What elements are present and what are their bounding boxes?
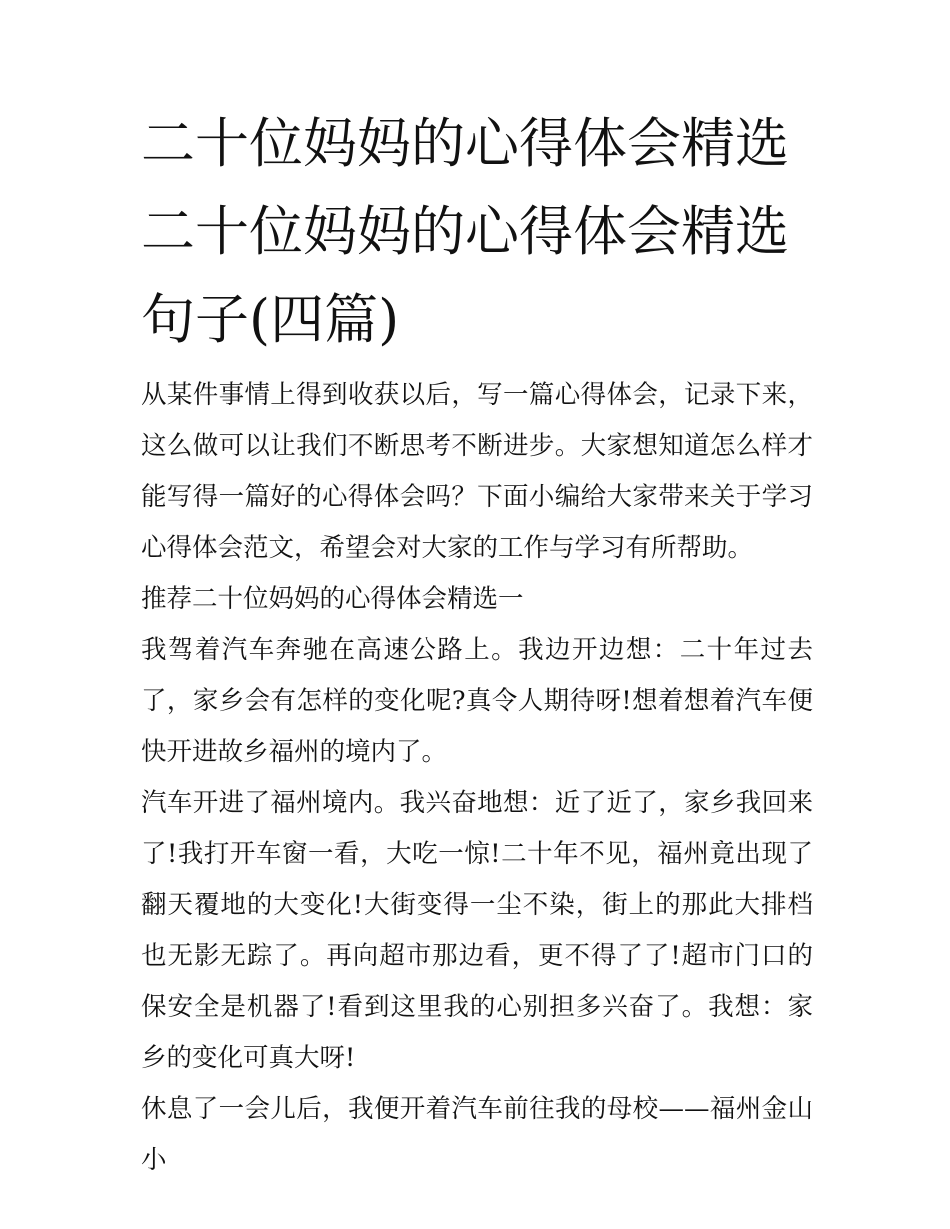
intro-paragraph: 从某件事情上得到收获以后，写一篇心得体会，记录下来，这么做可以让我们不断思考不断进步。大家想知道怎么样才能写得一篇好的心得体会吗？下面小编给大家带来关于学习心得体会范文，希望会对大家的工作与学习有所帮助。 [141, 380, 813, 563]
section-heading: 推荐二十位妈妈的心得体会精选一 [141, 584, 524, 614]
body-paragraph: 休息了一会儿后，我便开着汽车前往我的母校——福州金山小 [141, 1094, 813, 1175]
body-paragraph: 我驾着汽车奔驰在高速公路上。我边开边想：二十年过去了，家乡会有怎样的变化呢?真令人期待呀!想着想着汽车便快开进故乡福州的境内了。 [141, 635, 813, 767]
document-title: 二十位妈妈的心得体会精选 二十位妈妈的心得体会精选句子(四篇) [141, 112, 789, 351]
document-body [141, 100, 813, 1186]
body-paragraph: 汽车开进了福州境内。我兴奋地想：近了近了，家乡我回来了!我打开车窗一看，大吃一惊!二十年不见，福州竟出现了翻天覆地的大变化!大街变得一尘不染，街上的那此大排档也无影无踪了。再向超市那边看，更不得了了!超市门口的保安全是机器了!看到这里我的心别担多兴奋了。我想：家乡的变化可真大呀! [141, 788, 813, 1073]
